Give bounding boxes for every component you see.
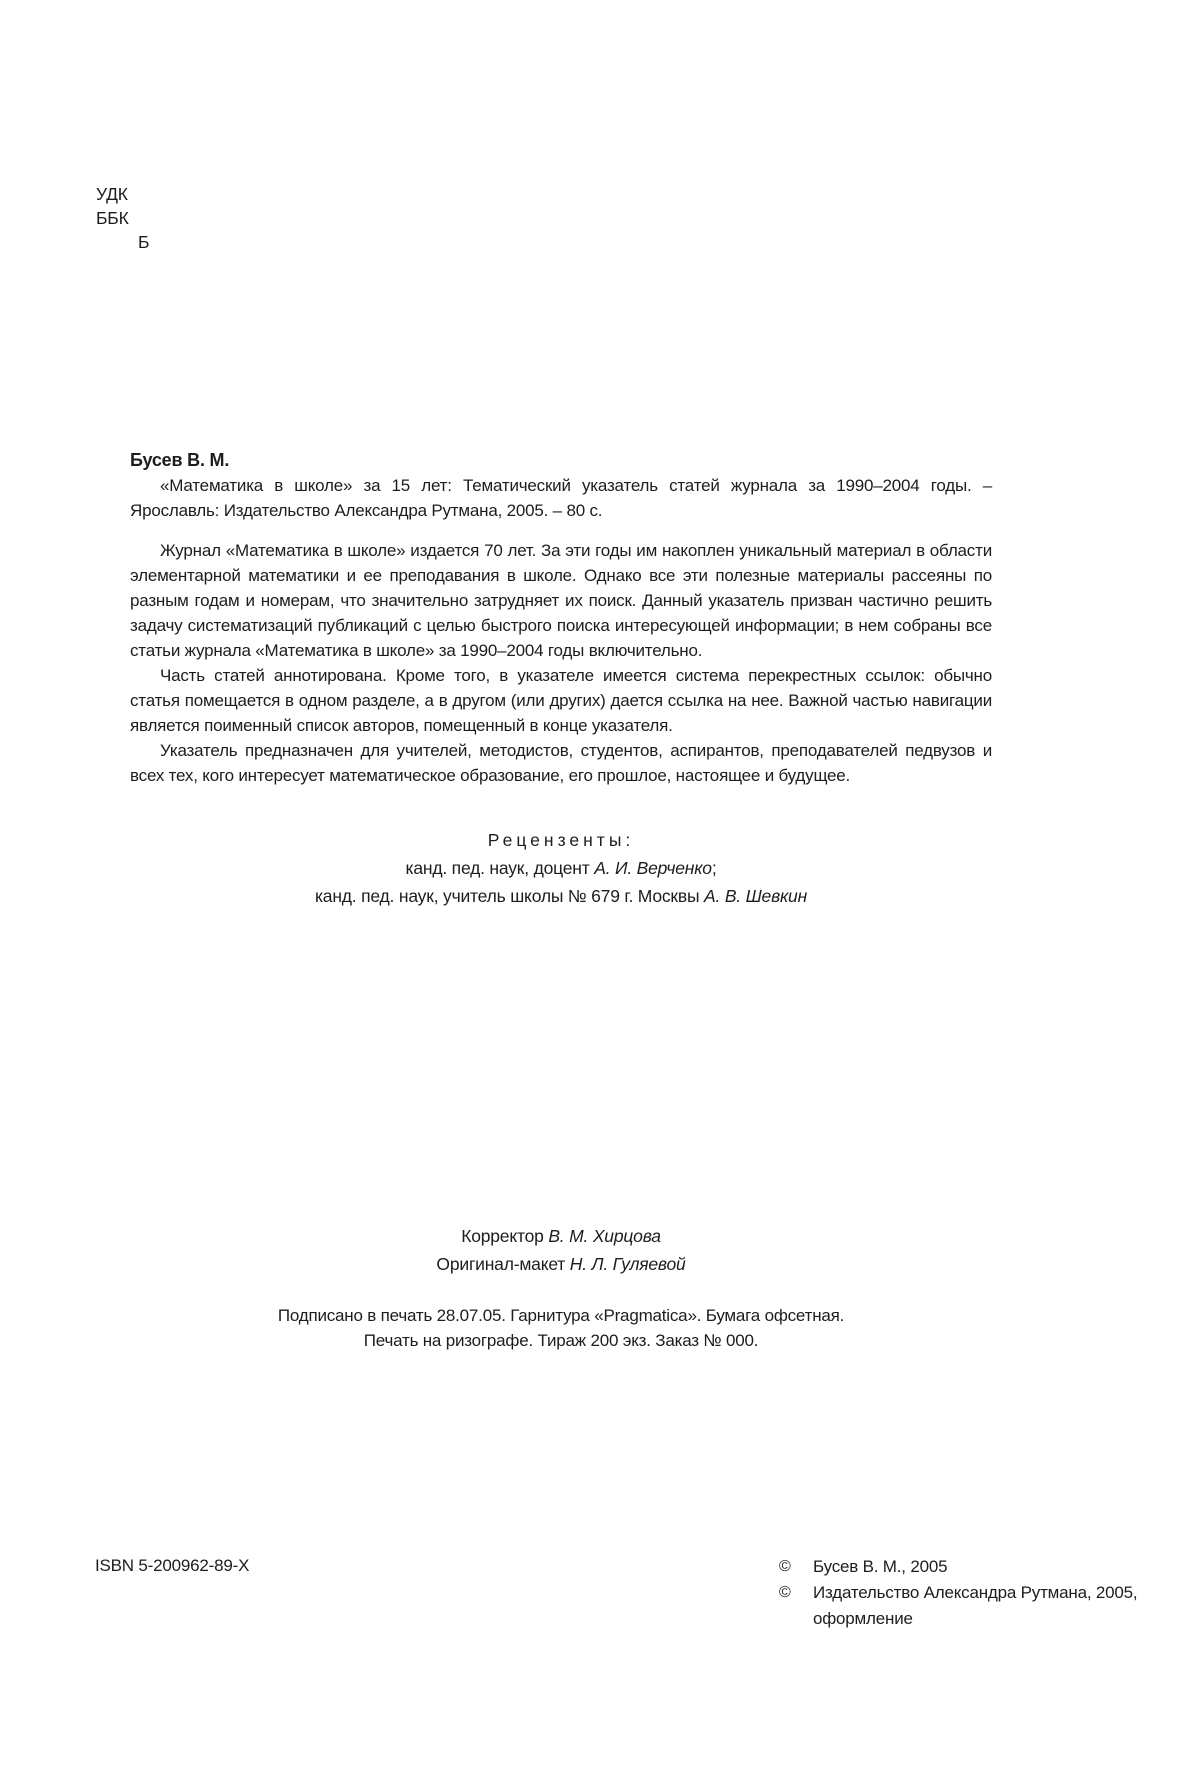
bibliographic-block — [130, 448, 992, 788]
annotation-paragraph-1: Журнал «Математика в школе» издается 70 лет. За эти годы им накоплен уникальный материал в области элементарной математики и ее преподавания в школе. Однако все эти полезные материалы рассеяны по разным годам и номерам, что значительно затрудняет их поиск. Данный указатель призван частично решить задачу систематизаций публикаций с целью быстрого поиска интересующей информации; в нем собраны все статьи журнала «Математика в школе» за 1990–2004 годы включительно. — [130, 541, 992, 660]
copyright-author-text: Бусев В. М., 2005 — [813, 1557, 948, 1576]
reviewer-line-2 — [130, 882, 992, 910]
reviewer-line-1 — [130, 854, 992, 882]
annotation-paragraph-2: Часть статей аннотирована. Кроме того, в указателе имеется система перекрестных ссылок: обычно статья помещается в одном разделе, а в другом (или других) дается ссылка на нее. Важной частью навигации является поименный список авторов, помещенный в конце указателя. — [130, 666, 992, 735]
author-heading: Бусев В. М. — [130, 450, 230, 470]
copyright-block — [779, 1554, 1159, 1632]
bibliographic-description: «Математика в школе» за 15 лет: Тематический указатель статей журнала за 1990–2004 годы. – Ярославль: Издательство Александра Рутмана, 2005. – 80 с. — [130, 476, 992, 520]
reviewer-1-name: А. И. Верченко — [594, 858, 712, 878]
reviewer-1-separator: ; — [711, 858, 717, 878]
bbk-code: ББК — [96, 208, 129, 228]
reviewer-2-name: А. В. Шевкин — [704, 886, 808, 906]
corrector-name: В. М. Хирцова — [548, 1226, 661, 1246]
reviewers-block — [130, 826, 992, 910]
copyright-icon: © — [779, 1558, 791, 1575]
annotation-paragraph-3: Указатель предназначен для учителей, методистов, студентов, аспирантов, преподавателей педвузов и всех тех, кого интересует математическое образование, его прошлое, настоящее и будущее. — [130, 741, 992, 785]
copyright-icon: © — [779, 1584, 791, 1601]
print-details-line-2: Печать на ризографе. Тираж 200 экз. Заказ № 000. — [363, 1331, 759, 1350]
reviewers-heading: Рецензенты: — [487, 830, 635, 850]
print-details-line-1: Подписано в печать 28.07.05. Гарнитура «Pragmatica». Бумага офсетная. — [277, 1306, 845, 1325]
classification-codes — [96, 182, 149, 254]
corrector-label: Корректор — [461, 1226, 549, 1246]
layout-label: Оригинал-макет — [436, 1254, 570, 1274]
copyright-entry-publisher — [779, 1580, 1159, 1632]
reviewer-2-title: канд. пед. наук, учитель школы № 679 г. Москвы — [314, 886, 705, 906]
udk-code: УДК — [96, 184, 128, 204]
print-details-block — [130, 1303, 992, 1353]
reviewer-1-title: канд. пед. наук, доцент — [405, 858, 595, 878]
isbn: ISBN 5-200962-89-X — [95, 1556, 250, 1575]
author-sign-code: Б — [138, 232, 150, 252]
copyright-publisher-main: Издательство Александра Рутмана, 2005, — [813, 1583, 1138, 1602]
copyright-entry-author — [779, 1554, 1159, 1580]
copyright-publisher-extra: оформление — [813, 1609, 913, 1628]
copyright-publisher-text — [813, 1580, 1159, 1632]
corrector-line — [130, 1222, 992, 1250]
imprint-block — [130, 1222, 992, 1278]
layout-name: Н. Л. Гуляевой — [569, 1254, 686, 1274]
layout-line — [130, 1250, 992, 1278]
